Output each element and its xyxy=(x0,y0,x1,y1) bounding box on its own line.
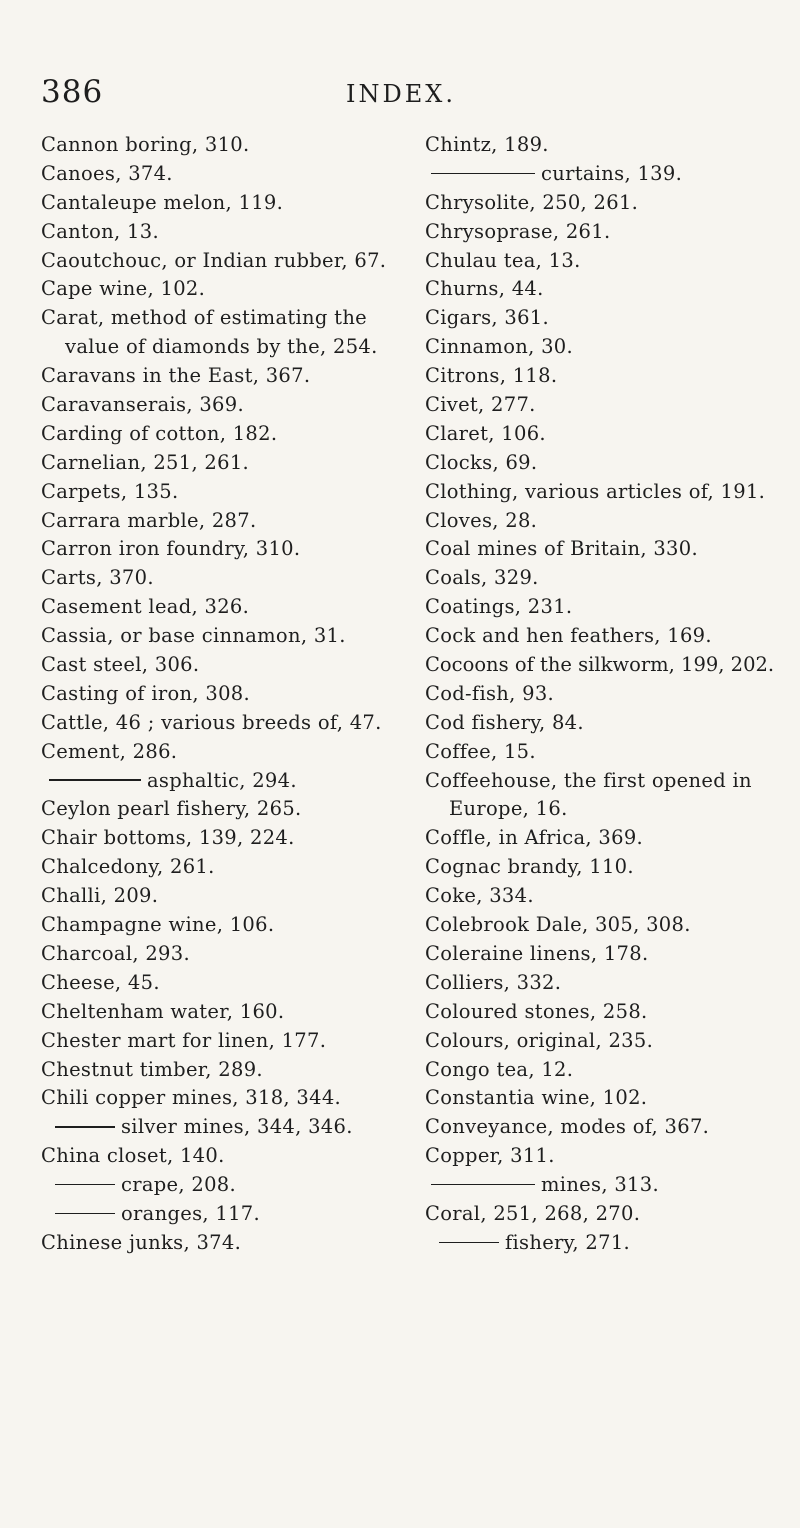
index-entry: Clocks, 69. xyxy=(425,450,538,474)
ditto-dash xyxy=(55,1184,115,1186)
ditto-dash xyxy=(49,779,141,781)
index-entry: Ceylon pearl fishery, 265. xyxy=(41,797,302,821)
index-entry: Chalcedony, 261. xyxy=(41,855,215,879)
index-entry: Chulau tea, 13. xyxy=(425,248,581,272)
index-entry: Cast steel, 306. xyxy=(41,653,200,677)
index-entry: Copper, 311. xyxy=(425,1144,555,1168)
index-entry: Carts, 370. xyxy=(41,566,154,590)
index-entry: Cod fishery, 84. xyxy=(425,710,584,734)
index-entry: Coke, 334. xyxy=(425,884,534,908)
index-entry: Cape wine, 102. xyxy=(41,277,206,301)
ditto-dash xyxy=(439,1242,499,1244)
page-header xyxy=(0,74,800,118)
index-entry: Cattle, 46 ; various breeds of, 47. xyxy=(41,710,382,734)
index-entry: Canton, 13. xyxy=(41,219,159,243)
index-subentry xyxy=(425,1171,795,1200)
index-entry: Caravans in the East, 367. xyxy=(41,364,311,388)
index-entry: Cloves, 28. xyxy=(425,508,538,532)
index-subentry xyxy=(41,1171,404,1200)
index-subentry xyxy=(425,1229,795,1258)
subentry-text: silver mines, 344, 346. xyxy=(121,1115,353,1139)
index-entry: Chester mart for linen, 177. xyxy=(41,1028,327,1052)
ditto-dash xyxy=(55,1213,115,1215)
index-entry: Cinnamon, 30. xyxy=(425,335,573,359)
index-entry: Charcoal, 293. xyxy=(41,941,190,965)
subentry-text: asphaltic, 294. xyxy=(147,768,297,792)
page-number: 386 xyxy=(41,74,104,110)
index-subentry xyxy=(41,1200,404,1229)
index-entry: Clothing, various articles of, 191. xyxy=(425,479,766,503)
index-subentry xyxy=(41,767,404,796)
index-entry: Carpets, 135. xyxy=(41,479,179,503)
index-entry: Conveyance, modes of, 367. xyxy=(425,1115,710,1139)
index-entry: Chinese junks, 374. xyxy=(41,1230,242,1254)
index-entry: Coals, 329. xyxy=(425,566,539,590)
ditto-dash xyxy=(431,1184,535,1186)
index-entry: Cod-fish, 93. xyxy=(425,681,555,705)
index-entry: Chrysoprase, 261. xyxy=(425,219,611,243)
index-entry-continuation: value of diamonds by the, 254. xyxy=(65,335,378,359)
index-column-left xyxy=(41,131,404,1258)
index-entry: Citrons, 118. xyxy=(425,364,558,388)
index-entry: Carrara marble, 287. xyxy=(41,508,257,532)
index-entry: Cement, 286. xyxy=(41,739,178,763)
index-entry: Cheltenham water, 160. xyxy=(41,999,285,1023)
index-entry: Carding of cotton, 182. xyxy=(41,421,278,445)
index-entry: Cantaleupe melon, 119. xyxy=(41,190,284,214)
index-entry: Colours, original, 235. xyxy=(425,1028,654,1052)
index-entry: Coffee, 15. xyxy=(425,739,536,763)
ditto-dash xyxy=(431,173,535,175)
index-entry: Chintz, 189. xyxy=(425,133,549,156)
index-entry: China closet, 140. xyxy=(41,1144,225,1168)
index-entry: Cheese, 45. xyxy=(41,970,160,994)
subentry-text: curtains, 139. xyxy=(541,161,683,185)
index-entry: Congo tea, 12. xyxy=(425,1057,574,1081)
index-entry: Cock and hen feathers, 169. xyxy=(425,624,712,648)
index-entry: Constantia wine, 102. xyxy=(425,1086,648,1110)
index-entry: Cannon boring, 310. xyxy=(41,133,250,156)
index-entry: Cigars, 361. xyxy=(425,306,550,330)
index-entry: Challi, 209. xyxy=(41,884,159,908)
index-entry: Claret, 106. xyxy=(425,421,546,445)
index-entry: Cocoons of the silkworm, 199, 202. xyxy=(425,653,775,677)
index-subentry xyxy=(41,1113,404,1142)
ditto-dash xyxy=(55,1126,115,1128)
subentry-text: oranges, 117. xyxy=(121,1201,260,1225)
index-entry: Cassia, or base cinnamon, 31. xyxy=(41,624,346,648)
index-entry: Chili copper mines, 318, 344. xyxy=(41,1086,342,1110)
index-entry: Coral, 251, 268, 270. xyxy=(425,1201,641,1225)
index-entry: Cognac brandy, 110. xyxy=(425,855,634,879)
index-entry: Caravanserais, 369. xyxy=(41,393,244,417)
index-entry: Coatings, 231. xyxy=(425,595,573,619)
index-entry: Canoes, 374. xyxy=(41,161,173,185)
subentry-text: crape, 208. xyxy=(121,1173,237,1197)
index-entry: Chestnut timber, 289. xyxy=(41,1057,263,1081)
index-entry: Carron iron foundry, 310. xyxy=(41,537,301,561)
index-entry: Chair bottoms, 139, 224. xyxy=(41,826,295,850)
index-entry: Chrysolite, 250, 261. xyxy=(425,190,639,214)
index-entry: Coleraine linens, 178. xyxy=(425,941,649,965)
index-entry: Caoutchouc, or Indian rubber, 67. xyxy=(41,248,387,272)
index-entry: Coffeehouse, the first opened in xyxy=(425,768,752,792)
index-entry: Civet, 277. xyxy=(425,393,536,417)
index-entry: Casement lead, 326. xyxy=(41,595,250,619)
index-entry: Coffle, in Africa, 369. xyxy=(425,826,644,850)
index-entry: Champagne wine, 106. xyxy=(41,913,275,937)
index-entry: Churns, 44. xyxy=(425,277,544,301)
running-title: INDEX. xyxy=(346,80,456,108)
index-entry: Colliers, 332. xyxy=(425,970,562,994)
subentry-text: mines, 313. xyxy=(541,1173,659,1197)
index-entry: Carnelian, 251, 261. xyxy=(41,450,250,474)
index-entry: Coal mines of Britain, 330. xyxy=(425,537,698,561)
subentry-text: fishery, 271. xyxy=(505,1230,631,1254)
index-entry-continuation: Europe, 16. xyxy=(449,797,568,821)
index-column-right xyxy=(425,131,795,1258)
index-entry: Colebrook Dale, 305, 308. xyxy=(425,913,691,937)
index-entry: Carat, method of estimating the xyxy=(41,306,368,330)
index-entry: Coloured stones, 258. xyxy=(425,999,648,1023)
index-subentry xyxy=(425,160,795,189)
index-entry: Casting of iron, 308. xyxy=(41,681,250,705)
